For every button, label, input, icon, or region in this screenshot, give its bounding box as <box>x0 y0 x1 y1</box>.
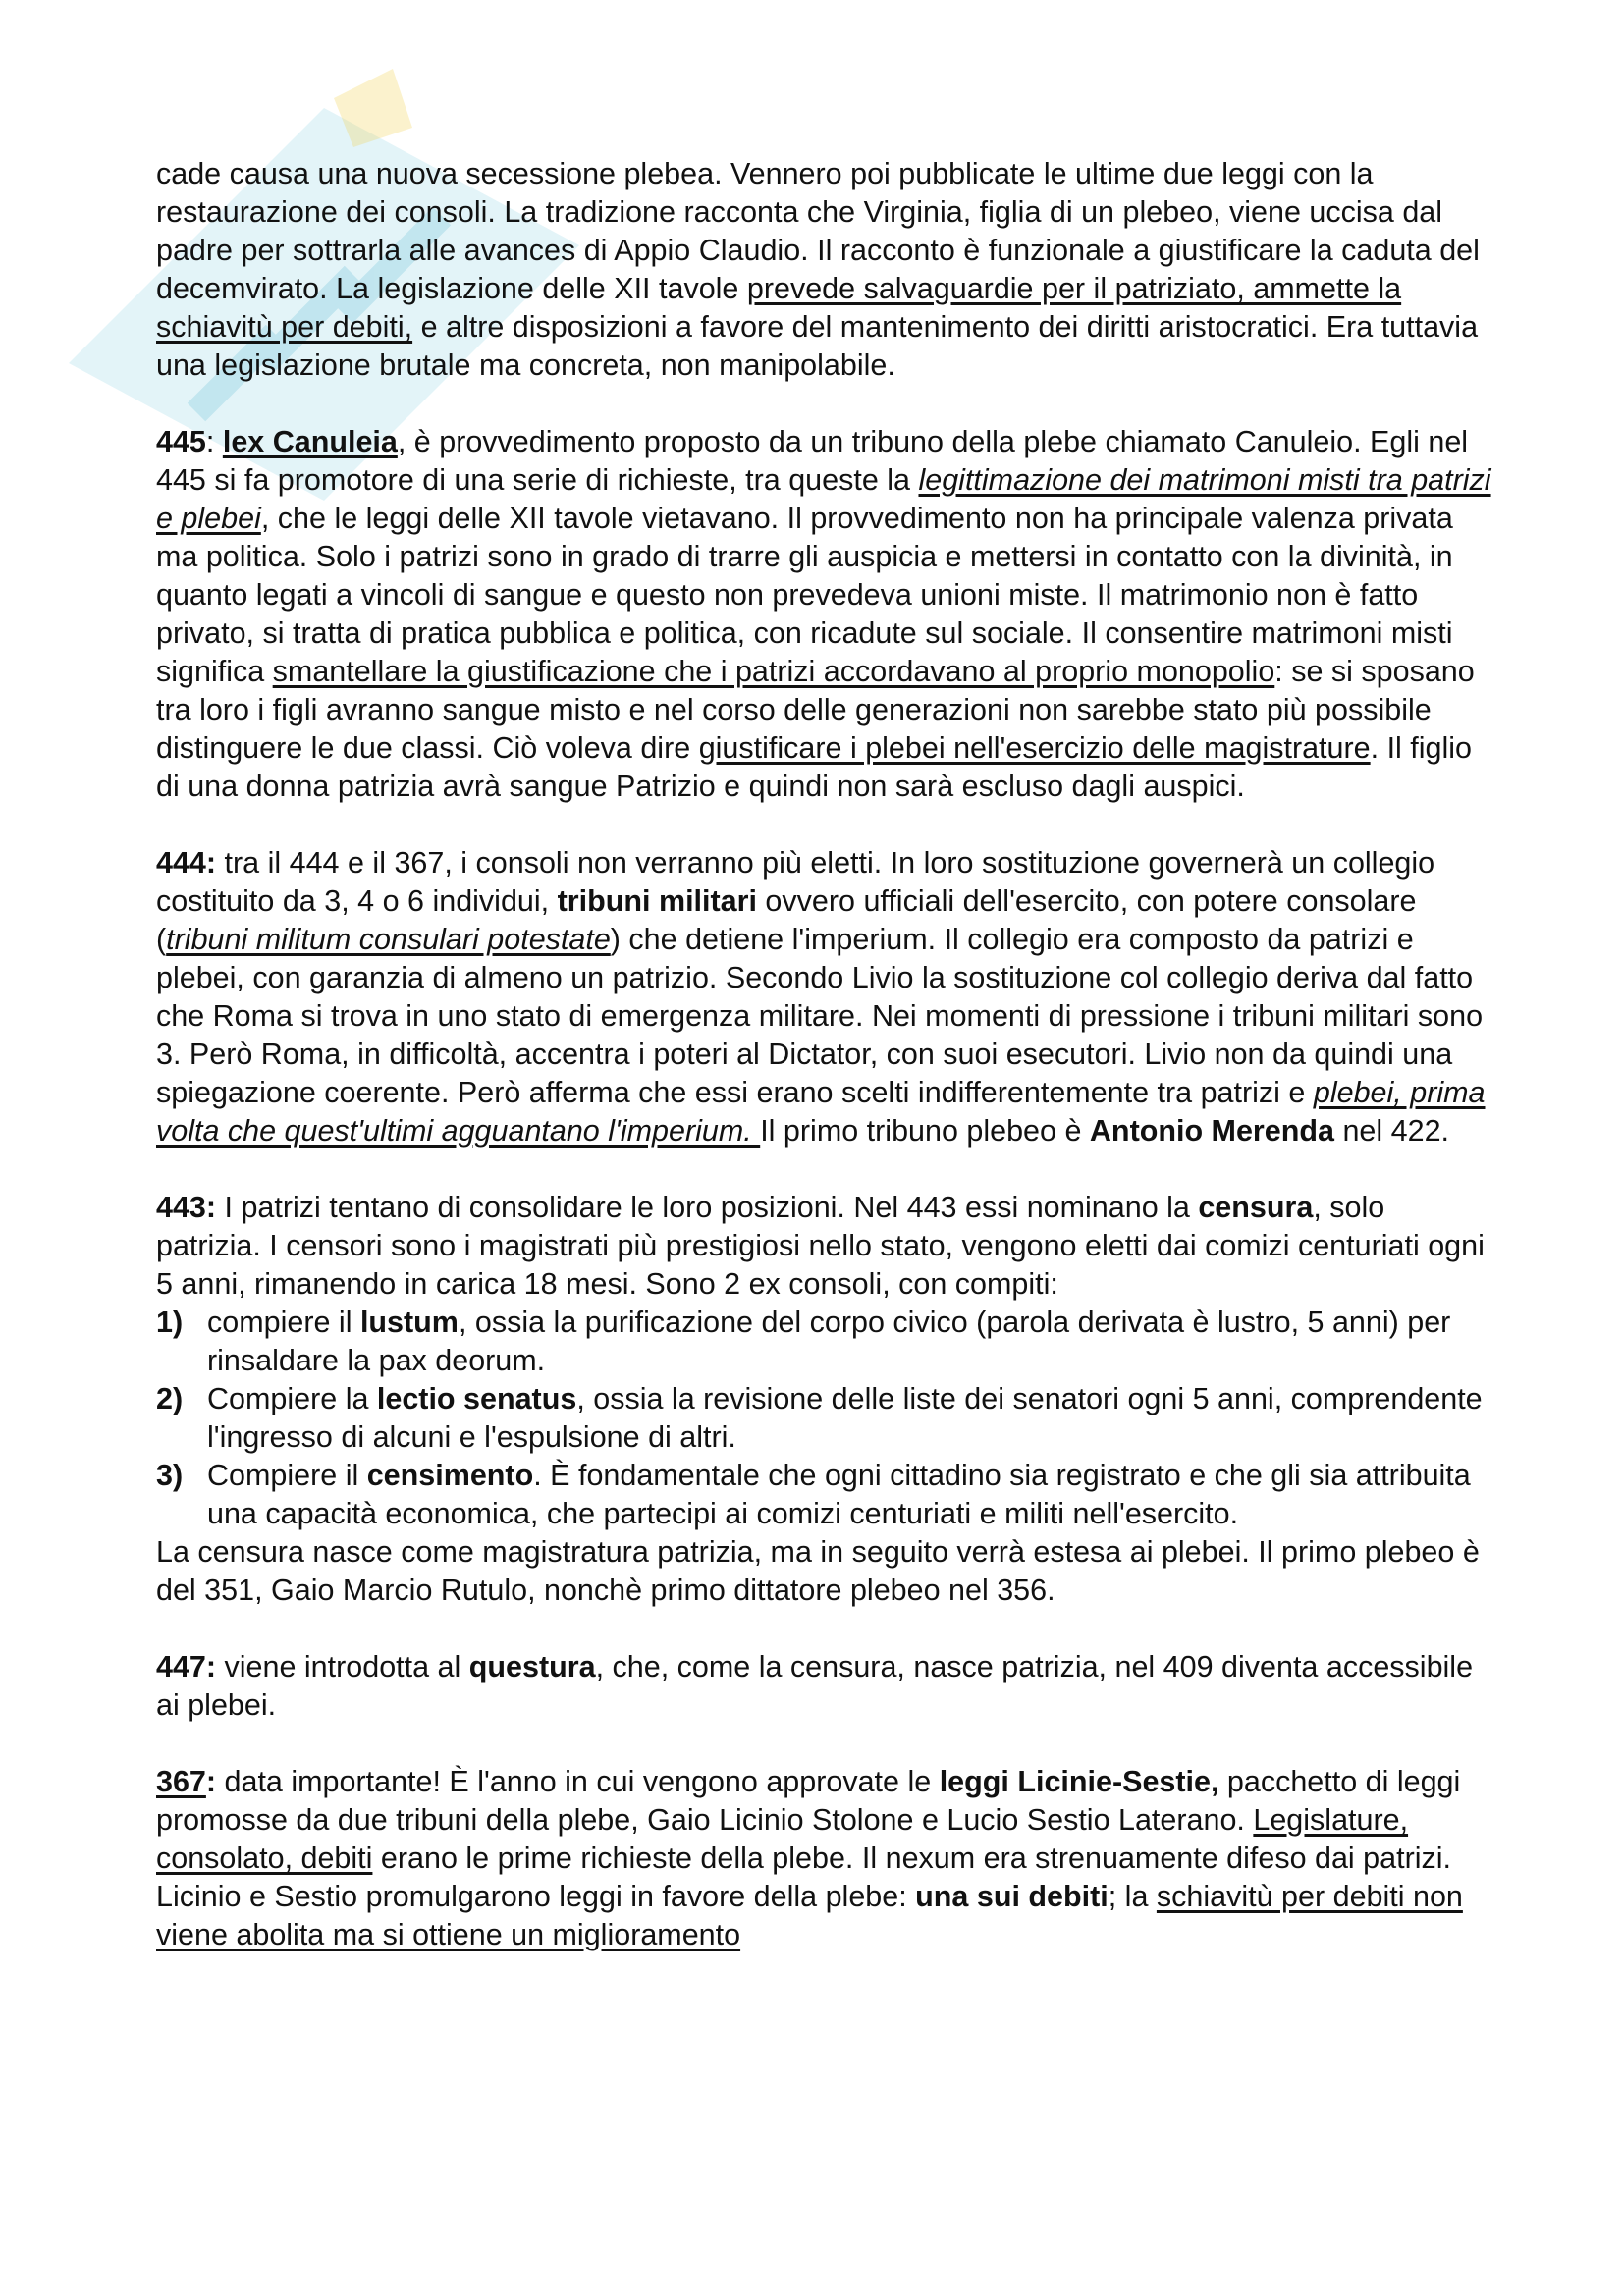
underlined-text: smantellare la giustificazione che i patrizi accordavano al proprio monopolio <box>272 655 1275 688</box>
list-item: 2) Compiere la lectio senatus, ossia la revisione delle liste dei senatori ogni 5 anni, comprendente l'ingresso di alcuni e l'espulsione di altri. <box>156 1382 1483 1454</box>
underlined-text: prevede salvaguardie per il patriziato, ammette la schiavitù per debiti, <box>156 272 1402 344</box>
paragraph-censura: 443: I patrizi tentano di consolidare le loro posizioni. Nel 443 essi nominano la censura, solo patrizia. I censori sono i magistrati più prestigiosi nello stato, vengono eletti dai comizi centuriati ogni 5 anni, rimanendo in carica 18 mesi. Sono 2 ex consoli, con compiti: <box>156 1191 1485 1301</box>
italic-underlined-text: tribuni militum consulari potestate <box>166 923 611 956</box>
law-name: lex Canuleia <box>222 425 398 458</box>
paragraph-decemvirate: cade causa una nuova secessione plebea. Vennero poi pubblicate le ultime due leggi con la restaurazione dei consoli. La tradizione racconta che Virginia, figlia di un plebeo, viene uccisa dal padre per sottrarla alle avances di Appio Claudio. Il racconto è funzionale a giustificare la caduta del decemvirato. La legislazione delle XII tavole prevede salvaguardie per il patriziato, ammette la schiavitù per debiti, e altre disposizioni a favore del mantenimento dei diritti aristocratici. Era tuttavia una legislazione brutale ma concreta, non manipolabile. <box>156 157 1480 382</box>
year-444: 444: <box>156 846 217 880</box>
italic-underlined-text: plebei, prima volta che quest'ultimi agguantano l'imperium. <box>156 1076 1486 1148</box>
year-445: 445 <box>156 425 206 458</box>
paragraph-tribuni-militari: 444: tra il 444 e il 367, i consoli non verranno più eletti. In loro sostituzione governerà un collegio costituito da 3, 4 o 6 individui, tribuni militari ovvero ufficiali dell'esercito, con potere consolare (tribuni militum consulari potestate) che detiene l'imperium. Il collegio era composto da patrizi e plebei, con garanzia di almeno un patrizio. Secondo Livio la sostituzione col collegio deriva dal fatto che Roma si trova in uno stato di emergenza militare. Nei momenti di pressione i tribuni militari sono 3. Però Roma, in difficoltà, accentra i poteri al Dictator, con suoi esecutori. Livio non da quindi una spiegazione coerente. Però afferma che essi erano scelti indifferentemente tra patrizi e plebei, prima volta che quest'ultimi agguantano l'imperium. Il primo tribuno plebeo è Antonio Merenda nel 422. <box>156 846 1486 1148</box>
year-443: 443: <box>156 1191 217 1224</box>
underlined-text: schiavitù per debiti non viene abolita ma si ottiene un miglioramento <box>156 1880 1463 1951</box>
year-447: 447: <box>156 1650 217 1683</box>
list-item: 3) Compiere il censimento. È fondamentale che ogni cittadino sia registrato e che gli sia attribuita una capacità economica, che partecipi ai comizi centuriati e militi nell'esercito. <box>156 1459 1471 1530</box>
censor-duties-list <box>156 1304 1491 1533</box>
paragraph-questura: 447: viene introdotta al questura, che, come la censura, nasce patrizia, nel 409 diventa accessibile ai plebei. <box>156 1650 1474 1722</box>
list-item: 1) compiere il lustum, ossia la purificazione del corpo civico (parola derivata è lustro, 5 anni) per rinsaldare la pax deorum. <box>156 1306 1451 1377</box>
underlined-text: giustificare i plebei nell'esercizio delle magistrature <box>698 731 1371 765</box>
underlined-text: Legislature, consolato, debiti <box>156 1803 1409 1875</box>
paragraph-leggi-licinie-sestie: 367: data importante! È l'anno in cui vengono approvate le leggi Licinie-Sestie, pacchetto di leggi promosse da due tribuni della plebe, Gaio Licinio Stolone e Lucio Sestio Laterano. Legislature, consolato, debiti erano le prime richieste della plebe. Il nexum era strenuamente difeso dai patrizi. Licinio e Sestio promulgarono leggi in favore della plebe: una sui debiti; la schiavitù per debiti non viene abolita ma si ottiene un miglioramento <box>156 1765 1463 1951</box>
paragraph-censura-plebei: La censura nasce come magistratura patrizia, ma in seguito verrà estesa ai plebei. Il primo plebeo è del 351, Gaio Marcio Rutulo, nonchè primo dittatore plebeo nel 356. <box>156 1535 1480 1607</box>
document-page <box>156 155 1491 1993</box>
paragraph-lex-canuleia: 445: lex Canuleia, è provvedimento proposto da un tribuno della plebe chiamato Canuleio. Egli nel 445 si fa promotore di una serie di richieste, tra queste la legittimazione dei matrimoni misti tra patrizi e plebei, che le leggi delle XII tavole vietavano. Il provvedimento non ha principale valenza privata ma politica. Solo i patrizi sono in grado di trarre gli auspicia e mettersi in contatto con la divinità, in quanto legati a vincoli di sangue e questo non prevedeva unioni miste. Il matrimonio non è fatto privato, si tratta di pratica pubblica e politica, con ricadute sul sociale. Il consentire matrimoni misti significa smantellare la giustificazione che i patrizi accordavano al proprio monopolio: se si sposano tra loro i figli avranno sangue misto e nel corso delle generazioni non sarebbe stato più possibile distinguere le due classi. Ciò voleva dire giustificare i plebei nell'esercizio delle magistrature. Il figlio di una donna patrizia avrà sangue Patrizio e quindi non sarà escluso dagli auspici. <box>156 425 1491 803</box>
italic-underlined-text: legittimazione dei matrimoni misti tra patrizi e plebei <box>156 463 1491 535</box>
year-367: 367 <box>156 1765 206 1798</box>
